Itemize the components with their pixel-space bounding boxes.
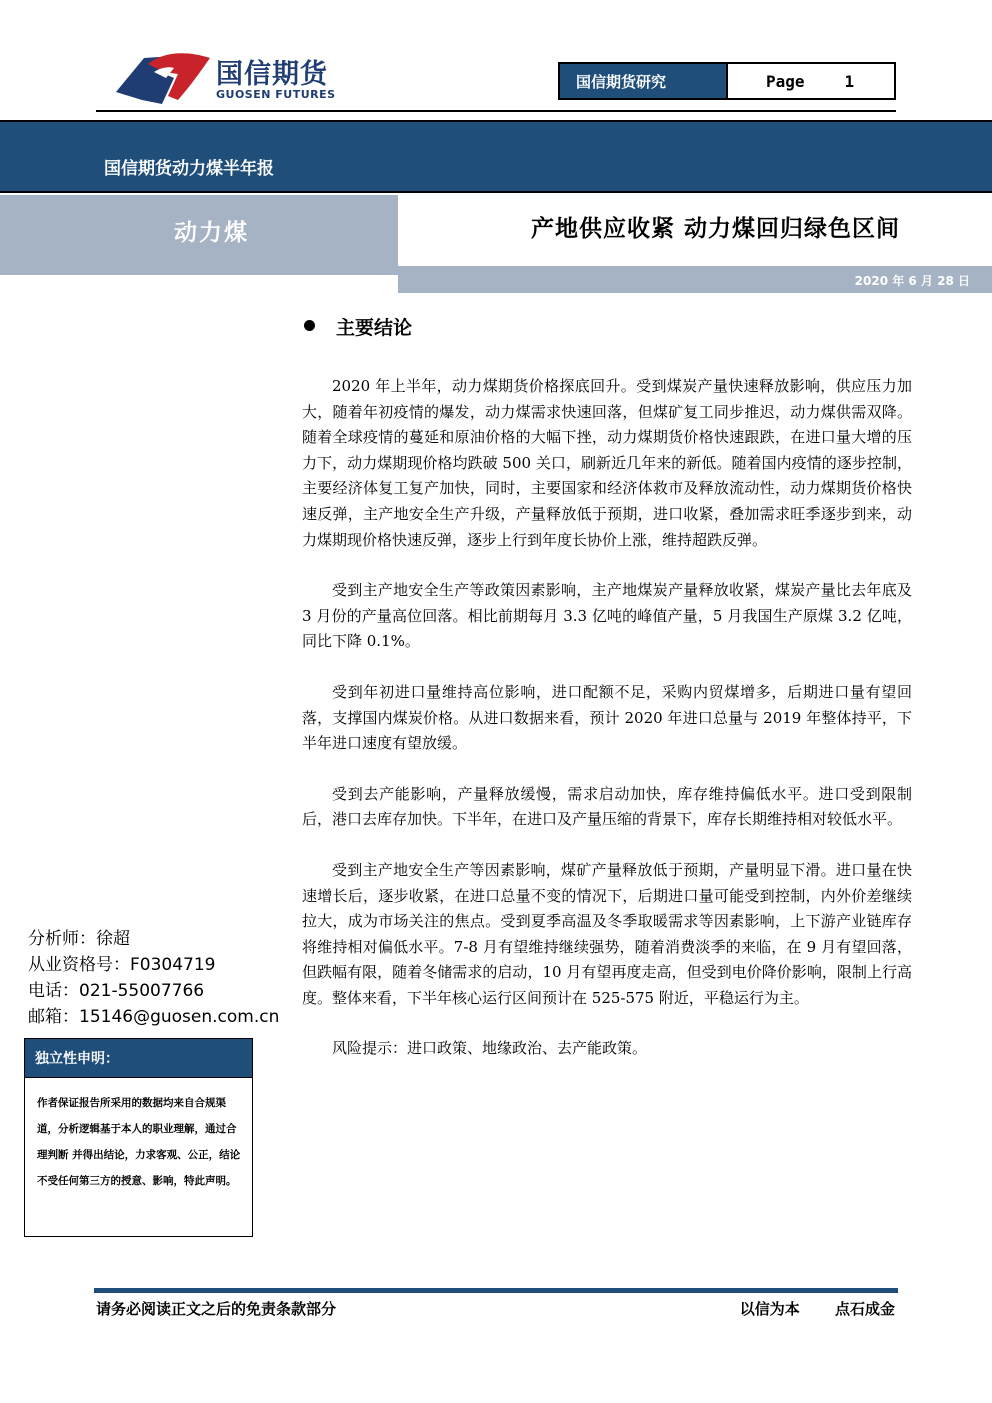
analyst-email: 邮箱：15146@guosen.com.cn xyxy=(28,1007,280,1027)
independence-notice xyxy=(24,1038,253,1237)
main-conclusions xyxy=(302,374,912,1087)
badge-research-label: 国信期货研究 xyxy=(560,64,728,98)
paragraph: 受到去产能影响，产量释放缓慢，需求启动加快，库存维持偏低水平。进口受到限制后，港口去库存加快。下半年，在进口及产量压缩的背景下，库存长期维持相对较低水平。 xyxy=(302,784,912,829)
page-badge xyxy=(558,62,896,100)
logo-text-en: GUOSEN FUTURES xyxy=(216,88,336,101)
page-number: 1 xyxy=(844,71,855,91)
page-label: Page xyxy=(766,71,805,91)
paragraph: 2020 年上半年，动力煤期货价格探底回升。受到煤炭产量快速释放影响，供应压力加大，随着年初疫情的爆发，动力煤需求快速回落，但煤矿复工同步推迟，动力煤供需双降。随着全球疫情的蔓延和原油价格的大幅下挫，动力煤期货价格快速跟跌，在进口量大增的压力下，动力煤期现价格均跌破 500 关口，刷新近几年来的新低。随着国内疫情的逐步控制，主要经济体复工复产加快，同时，主要国家和经济体救市及释放流动性，动力煤期货价格快速反弹，主产地安全生产升级，产量释放低于预期，进口收紧，叠加需求旺季逐步到来，动力煤期现价格快速反弹，逐步上行到年度长协价上涨，维持超跌反弹。 xyxy=(302,377,912,549)
bullet-icon xyxy=(304,320,315,331)
analyst-license: 从业资格号：F0304719 xyxy=(28,955,216,975)
analyst-info xyxy=(28,926,279,1030)
paragraph: 风险提示：进口政策、地缘政治、去产能政策。 xyxy=(332,1039,648,1058)
footer-motto: 以信为本 点石成金 xyxy=(739,1300,895,1318)
paragraph: 受到主产地安全生产等政策因素影响，主产地煤炭产量释放收紧，煤炭产量比去年底及 3 月份的产量高位回落。相比前期每月 3.3 亿吨的峰值产量，5 月我国生产原煤 3.2 亿吨，同比下降 0.1%。 xyxy=(302,581,912,651)
footer-rule xyxy=(94,1288,898,1293)
notice-body: 作者保证报告所采用的数据均来自合规渠道，分析逻辑基于本人的职业理解，通过合理判断 并得出结论，力求客观、公正，结论不受任何第三方的授意、影响，特此声明。 xyxy=(37,1097,241,1187)
header-rule xyxy=(96,110,896,112)
report-date: 2020 年 6 月 28 日 xyxy=(854,274,970,288)
notice-title: 独立性申明： xyxy=(25,1039,252,1078)
logo-text-cn: 国信期货 xyxy=(216,59,328,90)
analyst-phone: 电话：021-55007766 xyxy=(28,981,205,1001)
report-type: 国信期货动力煤半年报 xyxy=(104,159,274,179)
paragraph: 受到年初进口量维持高位影响，进口配额不足，采购内贸煤增多，后期进口量有望回落，支撑国内煤炭价格。从进口数据来看，预计 2020 年进口总量与 2019 年整体持平，下半年进口速度有望放缓。 xyxy=(302,682,912,753)
guosen-logo-icon xyxy=(114,50,214,110)
paragraph: 受到主产地安全生产等因素影响，煤矿产量释放低于预期，产量明显下滑。进口量在快速增长后，逐步收紧，在进口总量不变的情况下，后期进口量可能受到控制，内外价差继续拉大，成为市场关注的焦点。受到夏季高温及冬季取暖需求等因素影响，上下游产业链库存将维持相对偏低水平。7-8 月有望维持继续强势，随着消费淡季的来临，在 9 月有望回落，但跌幅有限，随着冬储需求的启动，10 月有望再度走高，但受到电价降价影响，限制上行高度。整体来看，下半年核心运行区间预计在 525-575 附近，平稳运行为主。 xyxy=(302,860,912,1007)
footer-disclaimer: 请务必阅读正文之后的免责条款部分 xyxy=(96,1300,337,1318)
page-indicator xyxy=(728,64,894,98)
report-headline: 产地供应收紧 动力煤回归绿色区间 xyxy=(530,215,900,242)
section-title: 主要结论 xyxy=(336,317,413,339)
sector-label: 动力煤 xyxy=(174,220,249,246)
analyst-name: 分析师：徐超 xyxy=(28,929,130,949)
